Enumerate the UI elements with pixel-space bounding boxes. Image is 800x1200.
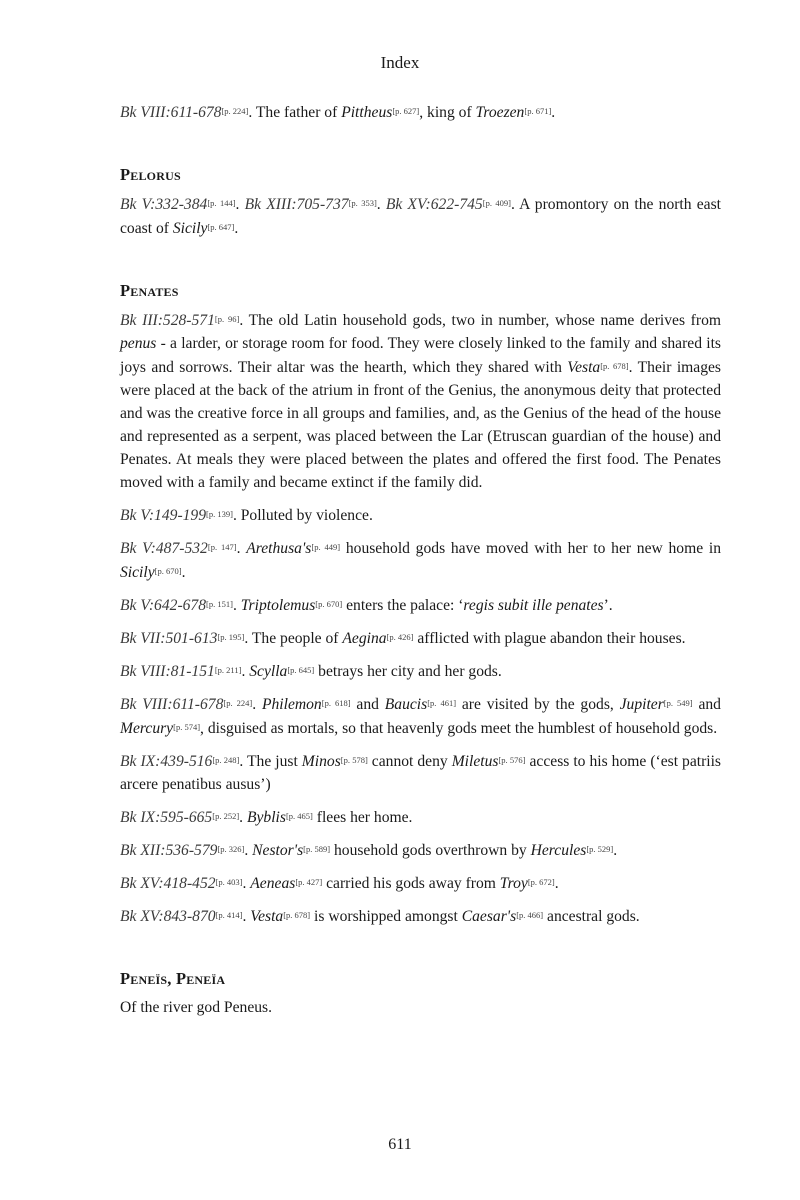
name-link[interactable]: Baucis [384,696,428,713]
entry-text: access to his home (‘est patriis arcere penatibus ausus’) [120,753,722,793]
page-ref[interactable]: [p. 353] [348,198,377,208]
book-reference[interactable]: Bk VIII:81-151 [120,663,215,680]
name-link[interactable]: Minos [301,753,341,770]
heading-penates: Penates [120,281,179,300]
book-reference[interactable]: Bk VIII:611-678 [120,104,222,121]
page-ref[interactable]: [p. 248] [212,755,240,765]
entry-text: , disguised as mortals, so that heavenly gods meet the humblest of household gods. [200,720,718,737]
page-ref[interactable]: [p. 224] [223,698,253,708]
name-link[interactable]: Aeneas [250,875,296,892]
penates-entry [120,503,721,527]
name-link[interactable]: Philemon [261,696,322,713]
page-ref[interactable]: [p. 670] [154,566,182,576]
book-reference[interactable]: Bk III:528-571 [120,312,215,329]
entry-text: , king of [419,104,476,121]
entry-text: . [236,540,247,557]
entry-text: ’. [603,597,613,614]
page-ref[interactable]: [p. 465] [285,811,313,821]
entry-text: . [242,875,251,892]
entry-text: . The just [239,753,302,770]
page-ref[interactable]: [p. 678] [600,361,629,371]
page-ref[interactable]: [p. 670] [315,599,343,609]
entry-text: carried his gods away from [322,875,500,892]
name-link[interactable]: Vesta [567,359,601,376]
name-link[interactable]: Scylla [249,663,288,680]
entry-text: . [551,104,556,121]
book-reference[interactable]: Bk V:332-384 [120,196,208,213]
name-link[interactable]: Byblis [246,809,286,826]
latin-word: penus [120,335,157,352]
entry-text: is worshipped amongst [310,908,462,925]
page-ref[interactable]: [p. 211] [214,665,242,675]
name-link[interactable]: Vesta [250,908,284,925]
page-ref[interactable]: [p. 672] [527,877,555,887]
page-ref[interactable]: [p. 618] [321,698,351,708]
penates-entry [120,904,721,928]
entry-text: and [692,696,721,713]
entry-text: . Their images were placed at the back of the atrium in front of the Genius, the anonymous deity that protected and was the creative force in all groups and families, and, as the Genius of the head of the house and represented as a serpent, was placed between the Lar (Etruscan guardian of the house) and Penates. At meals they were placed between the plates and offered the first food. The Penates moved with a family and became extinct if the family did. [120,359,721,491]
page-number: 611 [388,1136,412,1153]
page-ref[interactable]: [p. 195] [217,632,245,642]
entry-text: household gods overthrown by [330,842,531,859]
penates-entry [120,805,721,829]
name-link[interactable]: Nestor's [252,842,304,859]
page-ref[interactable]: [p. 578] [340,755,368,765]
name-link[interactable]: Troy [499,875,528,892]
page-ref[interactable]: [p. 576] [498,755,526,765]
penates-entry [120,659,721,683]
page-ref[interactable]: [p. 409] [482,198,511,208]
penates-entry [120,536,721,584]
name-link[interactable]: Jupiter [619,696,664,713]
book-reference[interactable]: Bk XV:843-870 [120,908,216,925]
page-header: Index [380,53,420,72]
name-link[interactable]: Troezen [475,104,525,121]
name-link[interactable]: Caesar's [461,908,517,925]
entry-text: . [252,696,262,713]
book-reference[interactable]: Bk IX:439-516 [120,753,213,770]
entry-text: betrays her city and her gods. [314,663,502,680]
entry-text: and [350,696,385,713]
book-reference[interactable]: Bk IX:595-665 [120,809,213,826]
book-reference[interactable]: Bk XV:418-452 [120,875,216,892]
page-ref[interactable]: [p. 678] [283,910,311,920]
penates-entry [120,749,721,796]
page-ref[interactable]: [p. 426] [386,632,414,642]
entry-text: . The father of [248,104,342,121]
page-ref[interactable]: [p. 549] [663,698,693,708]
book-reference[interactable]: Bk XIII:705-737 [244,196,349,213]
entry-text: . [241,663,250,680]
entry-text: . [554,875,559,892]
page-ref[interactable]: [p. 326] [217,844,245,854]
penates-entry [120,838,721,862]
page-ref[interactable]: [p. 252] [212,811,240,821]
continued-entry [120,100,721,124]
penates-entry [120,308,721,494]
entry-text: flees her home. [312,809,413,826]
penates-entry [120,692,721,740]
name-link[interactable]: Sicily [120,564,155,581]
index-content [120,100,721,1028]
page-ref[interactable]: [p. 414] [215,910,243,920]
page-ref[interactable]: [p. 96] [214,314,240,324]
book-reference[interactable]: Bk VIII:611-678 [120,696,224,713]
entry-text: are visited by the gods, [456,696,620,713]
heading-pelorus: Pelorus [120,165,181,184]
name-link[interactable]: Aegina [342,630,387,647]
page-ref[interactable]: [p. 627] [392,106,420,116]
page-ref[interactable]: [p. 647] [207,222,235,232]
pelorus-entry [120,192,721,240]
page-ref[interactable]: [p. 427] [295,877,323,887]
entry-text: ancestral gods. [543,908,640,925]
book-reference[interactable]: Bk VII:501-613 [120,630,218,647]
page-ref[interactable]: [p. 645] [287,665,315,675]
page-ref[interactable]: [p. 151] [206,599,233,609]
penates-entry [120,593,721,617]
name-link[interactable]: Arethusa's [246,540,312,557]
entry-text: cannot deny [367,753,452,770]
entry-text: enters the palace: ‘ [342,597,464,614]
book-reference[interactable]: Bk XV:622-745 [385,196,483,213]
entry-text: . [181,564,186,581]
entry-text: . [613,842,618,859]
entry-text: . [239,809,247,826]
page-ref[interactable]: [p. 589] [303,844,331,854]
penates-entry [120,626,721,650]
entry-text: . The old Latin household gods, two in number, whose name derives from [239,312,721,329]
entry-text: . [376,196,386,213]
penates-entry [120,871,721,895]
entry-text: . [242,908,251,925]
entry-text: . [235,196,245,213]
entry-text: . [232,597,241,614]
page-ref[interactable]: [p. 224] [221,106,249,116]
entry-text: . The people of [244,630,343,647]
heading-peneis: Peneïs, Peneïa [120,969,226,988]
page-ref[interactable]: [p. 144] [207,198,236,208]
entry-text: . A promontory on the north east coast of [120,196,721,237]
page-ref[interactable]: [p. 461] [427,698,457,708]
entry-text: household gods have moved with her to her new home in [340,540,721,557]
peneis-entry: Of the river god Peneus. [120,999,273,1016]
entry-text: afflicted with plague abandon their houses. [413,630,686,647]
page-ref[interactable]: [p. 671] [524,106,552,116]
page-ref[interactable]: [p. 449] [311,542,341,552]
name-link[interactable]: Miletus [451,753,499,770]
page-ref[interactable]: [p. 466] [516,910,544,920]
book-reference[interactable]: Bk V:487-532 [120,540,208,557]
entry-text: . Polluted by violence. [232,507,373,524]
name-link[interactable]: Triptolemus [240,597,316,614]
name-link[interactable]: Mercury [120,720,174,737]
page-ref[interactable]: [p. 403] [215,877,243,887]
latin-quote: regis subit ille penates [463,597,604,614]
name-link[interactable]: Pittheus [341,104,393,121]
entry-text: . [244,842,253,859]
book-reference[interactable]: Bk XII:536-579 [120,842,218,859]
page-ref[interactable]: [p. 147] [207,542,237,552]
book-reference[interactable]: Bk V:149-199 [120,507,207,524]
name-link[interactable]: Hercules [530,842,587,859]
name-link[interactable]: Sicily [172,220,208,237]
page-ref[interactable]: [p. 139] [206,509,233,519]
book-reference[interactable]: Bk V:642-678 [120,597,207,614]
page-ref[interactable]: [p. 574] [173,722,201,732]
page-ref[interactable]: [p. 529] [586,844,614,854]
entry-text: . [234,220,239,237]
entry-text: - a larder, or storage room for food. They were closely linked to the family and shared its joys and sorrows. Their altar was the hearth, which they shared with [120,335,721,376]
